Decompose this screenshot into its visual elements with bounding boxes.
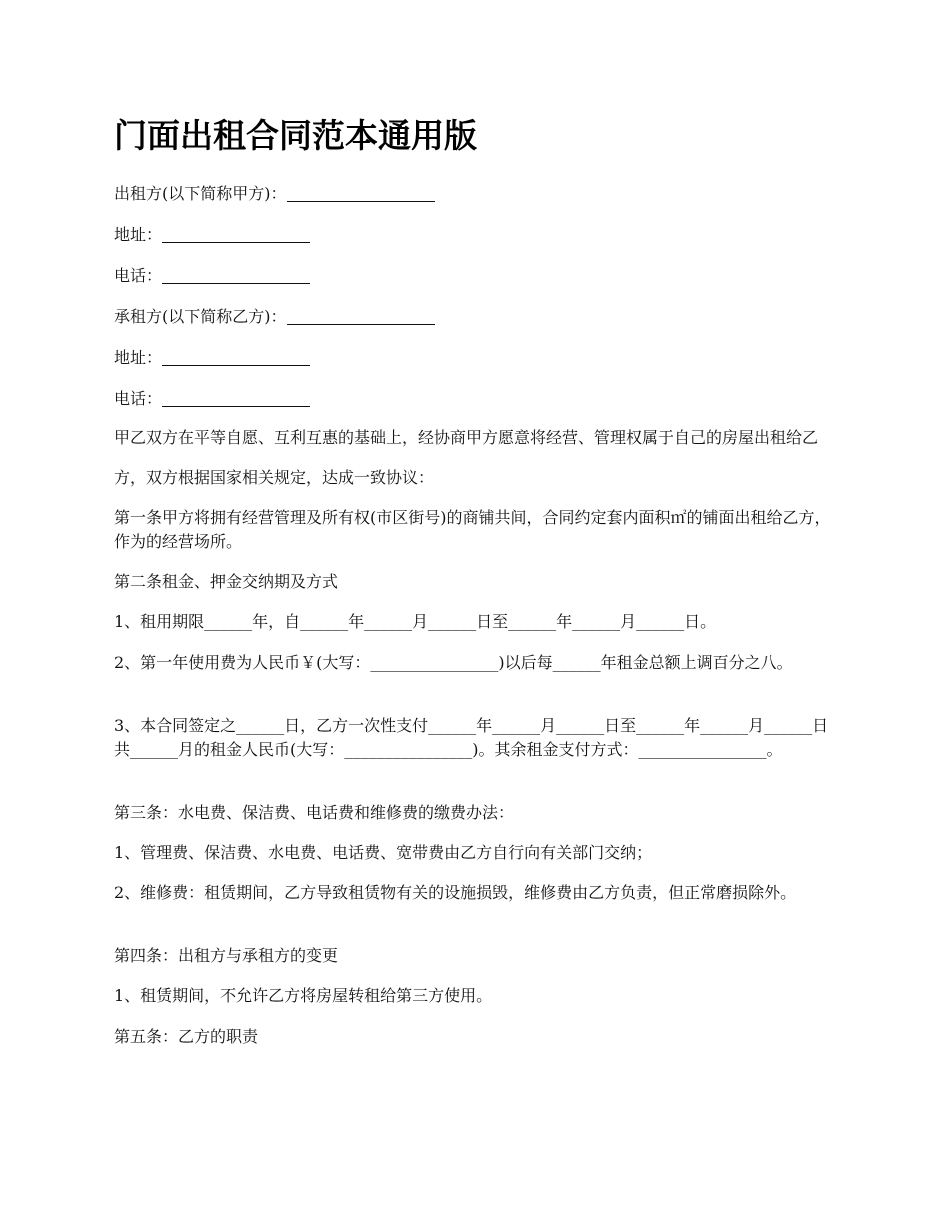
article-4-item-1: 1、租赁期间，不允许乙方将房屋转租给第三方使用。 [114, 986, 493, 1005]
party-b-phone-line [114, 387, 310, 411]
article-5-heading: 第五条：乙方的职责 [114, 1027, 259, 1046]
article-1-paragraph: 第一条甲方将拥有经营管理及所有权(市区街号)的商铺共间，合同约定套内面积㎡的铺面出租给乙方，作为的经营场所。 [114, 508, 831, 551]
party-b-line [114, 305, 435, 329]
party-a-label: 出租方(以下简称甲方)： [114, 184, 287, 203]
party-b-blank[interactable] [287, 308, 435, 325]
party-b-phone-blank[interactable] [162, 390, 310, 407]
party-a-phone-line [114, 264, 310, 288]
party-a-phone-label: 电话： [114, 266, 163, 285]
article-3-item-2: 2、维修费：租赁期间，乙方导致租赁物有关的设施损毁，维修费由乙方负责，但正常磨损除外。 [114, 883, 797, 902]
article-2-item-1: 1、租用期限______年，自______年______月______日至______年______月______日。 [114, 612, 717, 631]
article-3-heading: 第三条：水电费、保洁费、电话费和维修费的缴费办法： [114, 803, 515, 822]
page-title: 门面出租合同范本通用版 [114, 116, 477, 155]
article-2-item-2: 2、第一年使用费为人民币￥(大写：________________)以后每______年租金总额上调百分之八。 [114, 653, 793, 672]
article-2-item-3: 3、本合同签定之______日，乙方一次性支付______年______月______日至______年______月______日共______月的租金人民币(大写：________________)。其余租金支付方式：________________。 [114, 716, 829, 759]
party-b-label: 承租方(以下简称乙方)： [114, 307, 287, 326]
party-a-phone-blank[interactable] [162, 267, 310, 284]
article-4-heading: 第四条：出租方与承租方的变更 [114, 946, 339, 965]
party-a-address-blank[interactable] [162, 226, 310, 243]
party-b-address-blank[interactable] [162, 349, 310, 366]
party-b-address-label: 地址： [114, 348, 163, 367]
party-a-address-line [114, 223, 310, 247]
party-b-address-line [114, 346, 310, 370]
party-a-line [114, 182, 435, 206]
preamble-paragraph: 甲乙双方在平等自愿、互利互惠的基础上，经协商甲方愿意将经营、管理权属于自己的房屋出租给乙方，双方根据国家相关规定，达成一致协议： [114, 428, 819, 487]
article-3-item-1: 1、管理费、保洁费、水电费、电话费、宽带费由乙方自行向有关部门交纳； [114, 843, 653, 862]
party-a-address-label: 地址： [114, 225, 163, 244]
article-2-heading: 第二条租金、押金交纳期及方式 [114, 572, 339, 591]
party-b-phone-label: 电话： [114, 389, 163, 408]
party-a-blank[interactable] [287, 185, 435, 202]
